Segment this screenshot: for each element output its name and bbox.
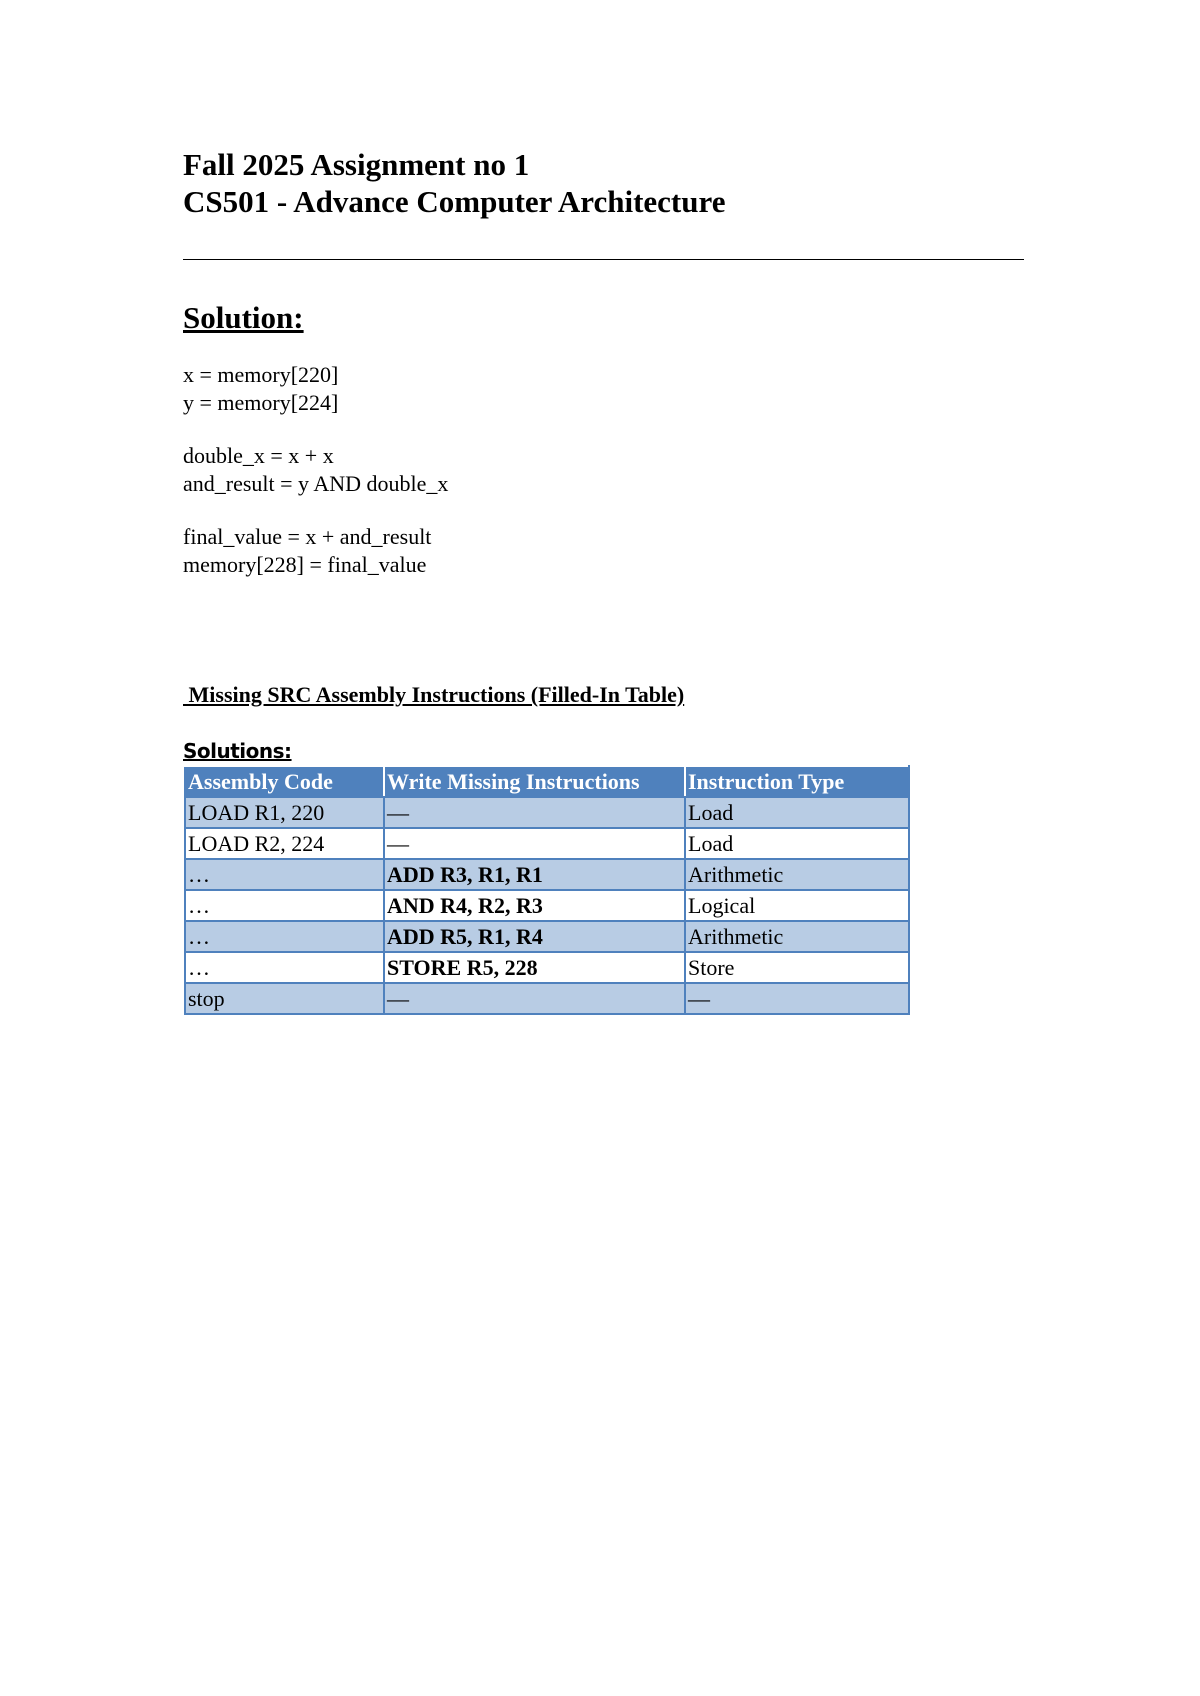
- assembly-code-cell: …: [185, 921, 384, 952]
- table-row: [185, 859, 909, 890]
- assembly-code-cell: …: [185, 890, 384, 921]
- assembly-code-cell: LOAD R2, 224: [185, 828, 384, 859]
- missing-instruction-cell: ADD R5, R1, R4: [384, 921, 685, 952]
- table-section-heading: Missing SRC Assembly Instructions (Filled-In Table): [183, 682, 685, 707]
- missing-instruction-cell: —: [384, 828, 685, 859]
- assembly-code-cell: …: [185, 952, 384, 983]
- assembly-code-cell: stop: [185, 983, 384, 1014]
- table-row: [185, 983, 909, 1014]
- assembly-code-cell: …: [185, 859, 384, 890]
- missing-instruction-cell: —: [384, 797, 685, 828]
- column-header-assembly-code: Assembly Code: [185, 766, 384, 797]
- table-row: [185, 797, 909, 828]
- code-line-memory-store: memory[228] = final_value: [183, 552, 427, 577]
- instruction-type-cell: Arithmetic: [685, 921, 909, 952]
- missing-instruction-cell: —: [384, 983, 685, 1014]
- horizontal-rule: [183, 259, 1024, 260]
- code-line-final-value: final_value = x + and_result: [183, 524, 432, 549]
- assembly-table: [184, 765, 910, 1015]
- table-row: [185, 828, 909, 859]
- code-line-x: x = memory[220]: [183, 362, 339, 387]
- missing-instruction-cell: AND R4, R2, R3: [384, 890, 685, 921]
- table-row: [185, 890, 909, 921]
- code-line-double-x: double_x = x + x: [183, 443, 334, 468]
- assignment-title: Fall 2025 Assignment no 1: [183, 147, 530, 182]
- code-line-and-result: and_result = y AND double_x: [183, 471, 449, 496]
- solution-heading: Solution:: [183, 300, 304, 335]
- instruction-type-cell: Store: [685, 952, 909, 983]
- column-header-instruction-type: Instruction Type: [685, 766, 909, 797]
- assembly-code-cell: LOAD R1, 220: [185, 797, 384, 828]
- missing-instruction-cell: STORE R5, 228: [384, 952, 685, 983]
- table-row: [185, 921, 909, 952]
- instruction-type-cell: —: [685, 983, 909, 1014]
- course-title: CS501 - Advance Computer Architecture: [183, 184, 726, 219]
- solutions-label: Solutions:: [183, 739, 292, 763]
- column-header-missing-instructions: Write Missing Instructions: [384, 766, 685, 797]
- instruction-type-cell: Load: [685, 797, 909, 828]
- table-row: [185, 952, 909, 983]
- missing-instruction-cell: ADD R3, R1, R1: [384, 859, 685, 890]
- instruction-type-cell: Arithmetic: [685, 859, 909, 890]
- table-header-row: [185, 766, 909, 797]
- instruction-type-cell: Load: [685, 828, 909, 859]
- instruction-type-cell: Logical: [685, 890, 909, 921]
- code-line-y: y = memory[224]: [183, 390, 339, 415]
